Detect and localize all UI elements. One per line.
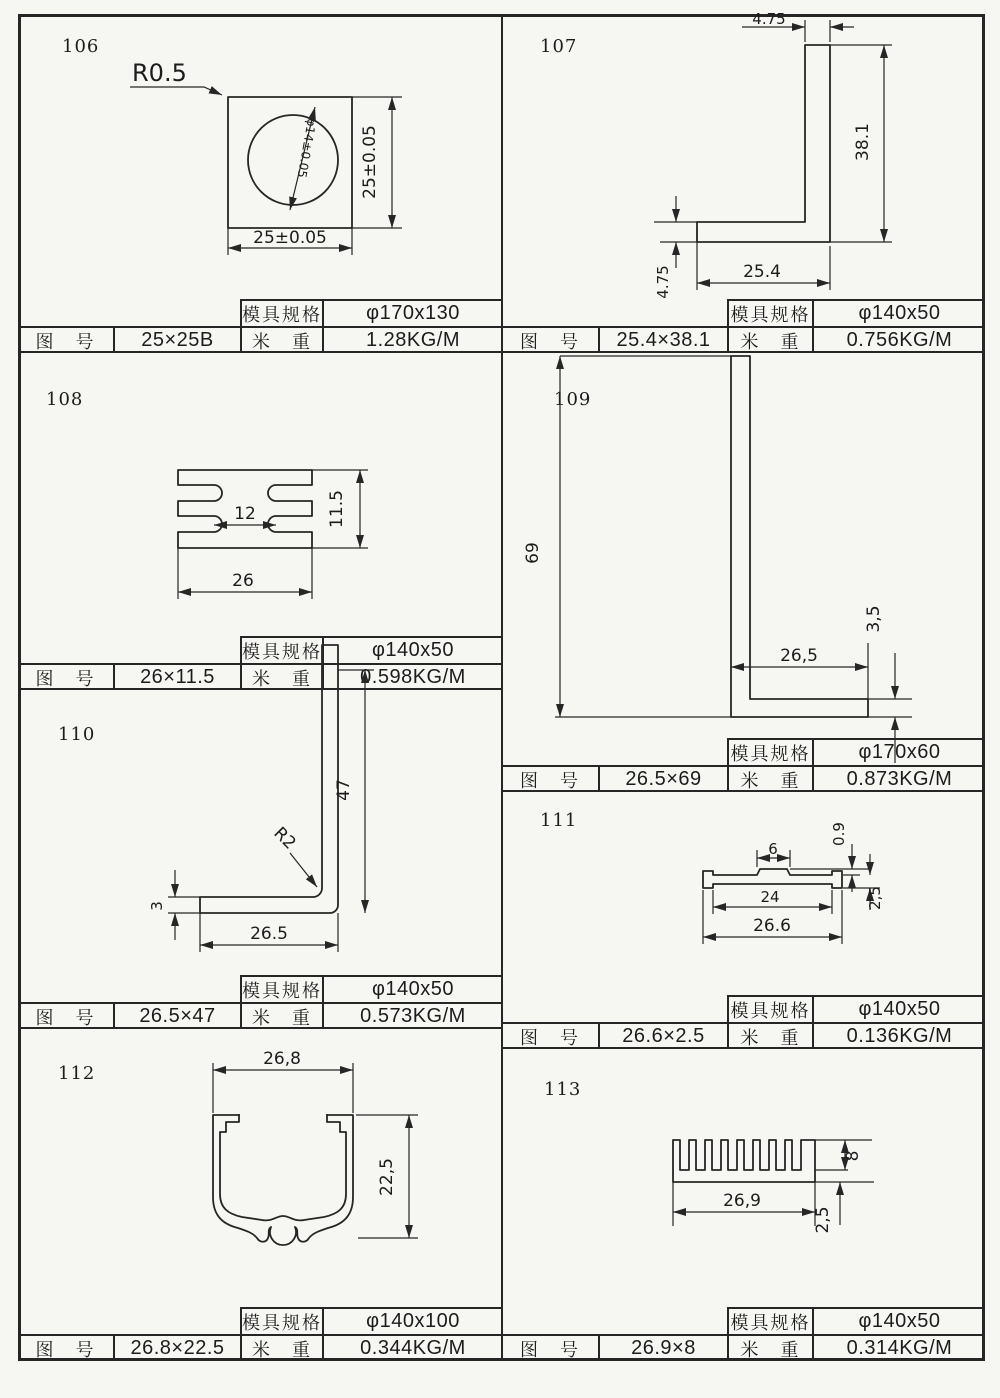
figure-no-value: 25×25B (113, 328, 240, 353)
spec-table (727, 995, 985, 1022)
meter-weight-value: 0.314KG/M (812, 1336, 985, 1361)
dim-width: 26,8 (263, 1049, 301, 1069)
dimensions (148, 670, 374, 952)
figure-no-value: 25.4×38.1 (598, 328, 727, 353)
figure-no-label: 图 号 (520, 770, 580, 791)
cell-112 (18, 1029, 502, 1361)
figure-no-label: 图 号 (520, 1339, 580, 1360)
cell-number: 107 (540, 36, 578, 57)
figure-no-value: 26.8×22.5 (113, 1336, 240, 1361)
cell-number: 112 (58, 1063, 96, 1084)
figure-no-label: 图 号 (35, 668, 96, 689)
figure-no-value: 26.5×47 (113, 1004, 240, 1029)
cell-number: 113 (544, 1079, 582, 1100)
meter-weight-label: 米 重 (240, 665, 322, 690)
mold-spec-label: 模具规格 (242, 1309, 324, 1334)
dim-bore: φ14±0.05 (294, 117, 319, 179)
dimensions (703, 822, 884, 944)
cell-106 (18, 14, 502, 353)
figure-table (18, 1002, 502, 1029)
cell-111 (502, 792, 985, 1049)
meter-weight-label: 米 重 (727, 328, 812, 353)
dimensions (228, 97, 402, 255)
mold-spec-value: φ170x130 (366, 302, 460, 324)
dimensions (178, 470, 368, 599)
profile-outline (703, 869, 842, 888)
figure-no-label: 图 号 (35, 1339, 96, 1360)
dim-height: 47 (334, 779, 354, 801)
profile-outline (673, 1140, 815, 1182)
cell-107 (502, 10, 985, 353)
cell-number: 108 (46, 389, 84, 410)
meter-weight-label: 米 重 (240, 1004, 322, 1029)
dim-height: 38.1 (853, 123, 873, 161)
cell-113 (502, 1049, 985, 1361)
dim-corner-radius: R0.5 (132, 59, 187, 87)
dim-bump-height: 0.9 (830, 822, 848, 846)
mold-spec-label: 模具规格 (242, 301, 324, 326)
dim-width: 26 (232, 571, 254, 591)
mold-spec-label: 模具规格 (729, 301, 814, 326)
dim-width: 26.6 (753, 916, 791, 936)
cell-number: 109 (554, 389, 592, 410)
meter-weight-value: 0.573KG/M (322, 1004, 502, 1029)
meter-weight-value: 0.873KG/M (812, 767, 985, 792)
figure-no-value: 26×11.5 (113, 665, 240, 690)
figure-no-label: 图 号 (35, 331, 96, 352)
dimensions (523, 356, 912, 763)
meter-weight-label: 米 重 (727, 1024, 812, 1049)
cell-number: 110 (58, 724, 96, 745)
meter-weight-value: 0.136KG/M (812, 1024, 985, 1049)
dim-width: 25±0.05 (253, 228, 327, 248)
dim-width: 26,5 (780, 646, 818, 666)
dim-height: 22,5 (377, 1158, 397, 1196)
spec-table (727, 1307, 985, 1334)
mold-spec-value: φ140x50 (858, 998, 941, 1020)
dim-web: 12 (234, 504, 256, 524)
mold-spec-value: φ140x50 (858, 302, 941, 324)
mold-spec-label: 模具规格 (729, 740, 814, 765)
spec-table (240, 636, 502, 663)
meter-weight-value: 0.598KG/M (322, 665, 502, 690)
dim-height: 11.5 (327, 490, 347, 528)
spec-table (727, 299, 985, 326)
dim-top-thick: 4.75 (752, 10, 786, 28)
mold-spec-label: 模具规格 (729, 1309, 814, 1334)
mold-spec-label: 模具规格 (729, 997, 814, 1022)
cell-109 (502, 353, 985, 792)
mold-spec-value: φ140x100 (366, 1310, 460, 1332)
figure-table (18, 663, 502, 690)
dim-width: 26.5 (250, 924, 288, 944)
meter-weight-value: 1.28KG/M (322, 328, 502, 353)
meter-weight-label: 米 重 (240, 328, 322, 353)
meter-weight-label: 米 重 (727, 1336, 812, 1361)
figure-no-value: 26.6×2.5 (598, 1024, 727, 1049)
mold-spec-value: φ140x50 (371, 978, 455, 1000)
dim-height: 69 (523, 542, 543, 564)
dim-fin-height: 8 (843, 1150, 863, 1162)
figure-table (502, 1334, 985, 1361)
figure-table (502, 1022, 985, 1049)
figure-no-value: 26.5×69 (598, 767, 727, 792)
profile-outline (213, 1115, 353, 1245)
figure-no-label: 图 号 (35, 1007, 96, 1028)
spec-table (727, 738, 985, 765)
mold-spec-value: φ140x50 (371, 639, 455, 661)
mold-spec-label: 模具规格 (242, 638, 324, 663)
figure-table (18, 1334, 502, 1361)
figure-no-label: 图 号 (520, 331, 580, 352)
dim-height: 25±0.05 (360, 125, 380, 199)
mold-spec-value: φ140x50 (858, 1310, 941, 1332)
dimensions (673, 1140, 874, 1234)
spec-table (240, 299, 502, 326)
dim-thick: 3,5 (864, 605, 884, 633)
mold-spec-label: 模具规格 (242, 977, 324, 1002)
dim-width: 26,9 (723, 1191, 761, 1211)
spec-table (240, 1307, 502, 1334)
figure-table (502, 326, 985, 353)
leader-line (130, 87, 222, 95)
figure-no-value: 26.9×8 (598, 1336, 727, 1361)
cell-number: 111 (540, 810, 578, 831)
dim-inner: 24 (760, 888, 780, 906)
meter-weight-value: 0.344KG/M (322, 1336, 502, 1361)
dim-base: 2,5 (813, 1206, 833, 1234)
spec-table (240, 975, 502, 1002)
dim-radius: R2 (269, 823, 300, 854)
mold-spec-value: φ170x60 (858, 741, 941, 763)
dim-bump-width: 6 (768, 840, 778, 858)
dimensions (213, 1049, 418, 1238)
profile-outline (697, 45, 830, 242)
profile-drawing-109 (502, 353, 985, 792)
meter-weight-label: 米 重 (727, 767, 812, 792)
dim-height: 2,5 (866, 886, 884, 910)
meter-weight-value: 0.756KG/M (812, 328, 985, 353)
cell-108 (18, 353, 502, 690)
figure-no-label: 图 号 (520, 1027, 580, 1048)
dimensions (654, 10, 892, 299)
meter-weight-label: 米 重 (240, 1336, 322, 1361)
cell-number: 106 (62, 36, 100, 57)
dim-width: 25.4 (743, 262, 781, 282)
figure-table (18, 326, 502, 353)
dim-thick: 3 (148, 901, 166, 911)
cell-110 (18, 690, 502, 1029)
dim-left-thick: 4.75 (654, 265, 672, 299)
figure-table (502, 765, 985, 792)
